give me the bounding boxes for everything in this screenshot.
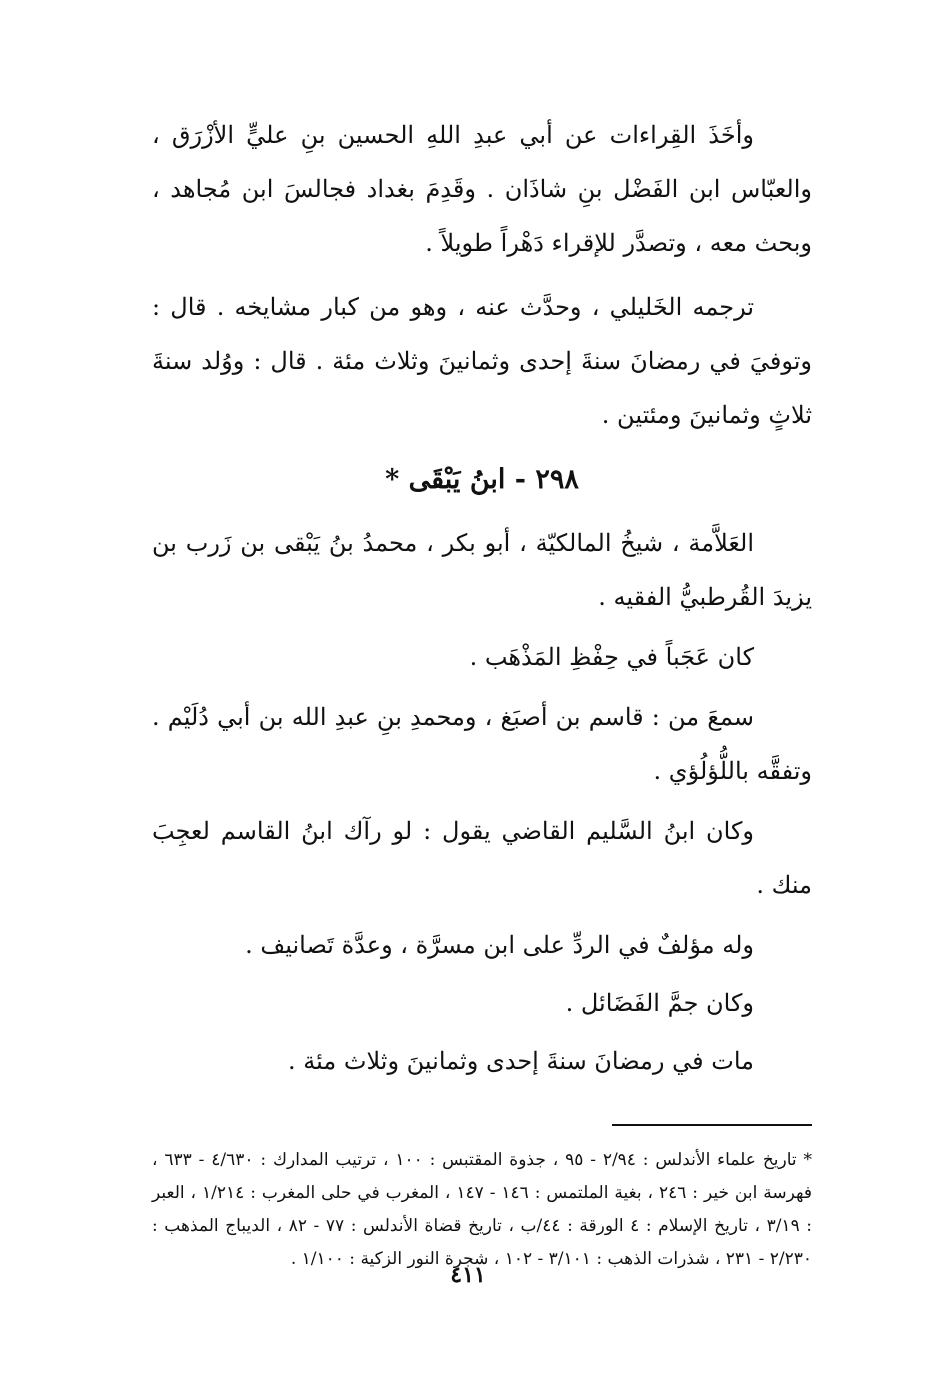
entry-paragraph-samaa: سمعَ من : قاسم بن أصبَغ ، ومحمدِ بنِ عبدِ الله بن أبي دُلَيْم . وتفقَّه باللُّؤلُؤي . xyxy=(152,703,812,785)
entry-paragraph-fadail: وكان جمَّ الفَضَائل . xyxy=(565,989,754,1017)
paragraph-khalili: ترجمه الخَليلي ، وحدَّث عنه ، وهو من كبار مشايخه . قال : وتوفيَ في رمضانَ سنةَ إحدى وثمانينَ وثلاث مئة . قال : ووُلد سنةَ ثلاثٍ وثمانينَ ومئتين . xyxy=(152,293,812,429)
entry-paragraph-name: العَلاَّمة ، شيخُ المالكيّة ، أبو بكر ، محمدُ بنُ يَبْقى بن زَرب بن يزيدَ القُرطبيُّ الفقيه . xyxy=(152,529,812,611)
entry-heading: ٢٩٨ - ابنُ يَبْقَى * xyxy=(385,464,579,495)
page-number: ٤١١ xyxy=(450,1262,486,1288)
footnote-sources: * تاريخ علماء الأندلس : ٢/٩٤ - ٩٥ ، جذوة المقتبس : ١٠٠ ، ترتيب المدارك : ٤/٦٣٠ - ٦٣٣ ، فهرسة ابن خير : ٢٤٦ ، بغية الملتمس : ١٤٦ - ١٤٧ ، المغرب في حلى المغرب : ١/٢١٤ ، العبر : ٣/١٩ ، تاريخ الإسلام : ٤ الورقة : ٤٤/ب ، تاريخ قضاة الأندلس : ٧٧ - ٨٢ ، الديباج المذهب : ٢/٢٣٠ - ٢٣١ ، شذرات الذهب : ٣/١٠١ - ١٠٢ ، شجرة النور الزكية : ١/١٠٠ . xyxy=(152,1150,813,1269)
entry-paragraph-muallaf: وله مؤلفٌ في الردِّ على ابن مسرَّة ، وعدَّة تَصانيف . xyxy=(245,931,754,959)
entry-paragraph-hifz: كان عَجَباً في حِفْظِ المَذْهَب . xyxy=(469,643,754,671)
book-page xyxy=(152,108,812,1298)
footnote-divider xyxy=(612,1124,812,1126)
entry-paragraph-death: مات في رمضانَ سنةَ إحدى وثمانينَ وثلاث مئة . xyxy=(288,1047,754,1075)
paragraph-qiraat: وأخَذَ القِراءات عن أبي عبدِ اللهِ الحسين بنِ عليٍّ الأزْرَق ، والعبّاس ابن الفَضْل بنِ شاذَان . وقَدِمَ بغداد فجالسَ ابن مُجاهد ، وبحث معه ، وتصدَّر للإقراء دَهْراً طويلاً . xyxy=(152,121,812,257)
entry-paragraph-qadi: وكان ابنُ السَّليم القاضي يقول : لو رآك ابنُ القاسم لعجِبَ منك . xyxy=(152,817,812,899)
